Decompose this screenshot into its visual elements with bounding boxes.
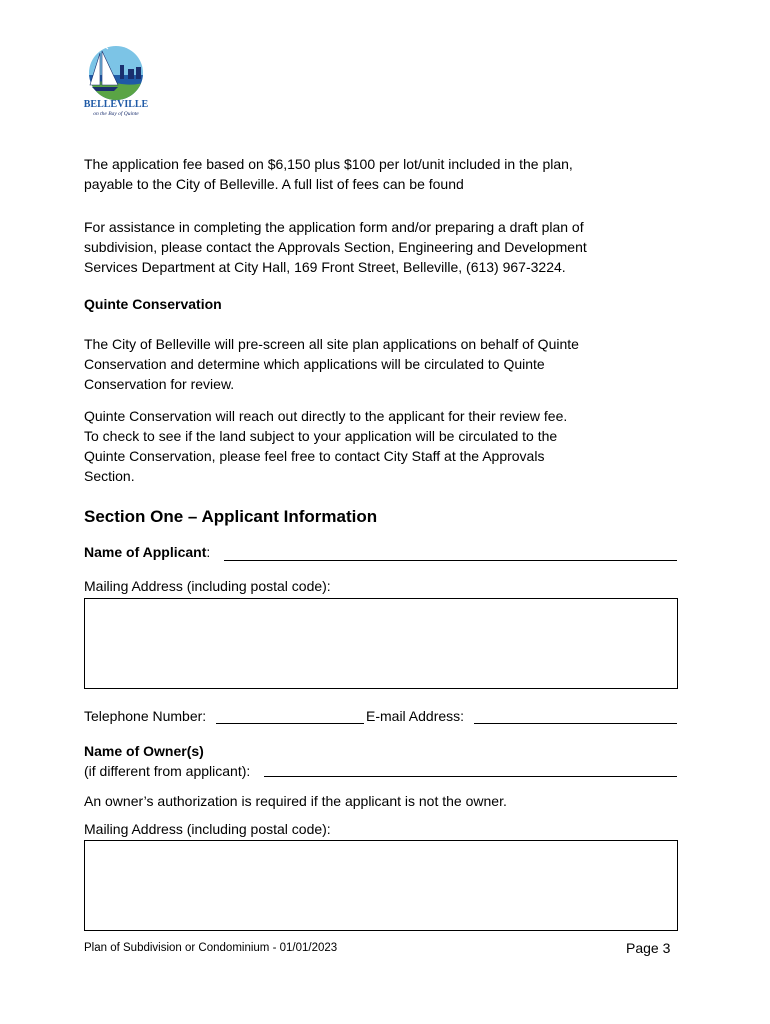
- quinte-p2-line-2: To check to see if the land subject to your application will be circulated to the: [84, 428, 558, 444]
- quinte-paragraph-2: [84, 406, 684, 486]
- quinte-p1-line-1: The City of Belleville will pre-screen all site plan applications on behalf of Quinte: [84, 336, 579, 352]
- assistance-paragraph: [84, 217, 684, 277]
- assist-line-3: Services Department at City Hall, 169 Front Street, Belleville, (613) 967-3224.: [84, 259, 566, 275]
- quinte-p1-line-2: Conservation and determine which applications will be circulated to Quinte: [84, 356, 545, 372]
- quinte-paragraph-1: [84, 334, 684, 394]
- fee-paragraph: [84, 154, 684, 194]
- quinte-p2-line-3: Quinte Conservation, please feel free to contact City Staff at the Approvals: [84, 448, 545, 464]
- section-one-title: Section One – Applicant Information: [84, 507, 378, 526]
- owner-sub-label: (if different from applicant):: [84, 763, 251, 779]
- email-label: E-mail Address:: [366, 708, 465, 724]
- belleville-logo-icon: [80, 45, 152, 117]
- assist-line-1: For assistance in completing the application form and/or preparing a draft plan of: [84, 219, 584, 235]
- city-logo: [80, 45, 152, 117]
- footer-document-title: Plan of Subdivision or Condominium - 01/01/2023: [84, 942, 338, 954]
- owner-mailing-address-field[interactable]: [84, 840, 678, 931]
- mailing-address-label: Mailing Address (including postal code):: [84, 578, 331, 594]
- applicant-name-label-wrap: [84, 543, 210, 561]
- applicant-name-label: Name of Applicant: [84, 544, 207, 560]
- telephone-field[interactable]: [216, 723, 364, 724]
- owner-authorization-note: An owner’s authorization is required if the applicant is not the owner.: [84, 793, 507, 809]
- owner-mailing-address-label: Mailing Address (including postal code):: [84, 821, 331, 837]
- quinte-p2-line-4: Section.: [84, 468, 135, 484]
- applicant-name-field[interactable]: [224, 560, 677, 561]
- quinte-p1-line-3: Conservation for review.: [84, 376, 235, 392]
- owner-name-label: Name of Owner(s): [84, 743, 204, 759]
- telephone-label: Telephone Number:: [84, 708, 207, 724]
- email-field[interactable]: [474, 723, 677, 724]
- fee-line-2: payable to the City of Belleville. A full list of fees can be found: [84, 176, 464, 192]
- quinte-p2-line-1: Quinte Conservation will reach out directly to the applicant for their review fee.: [84, 408, 568, 424]
- owner-name-field[interactable]: [264, 776, 677, 777]
- mailing-address-field[interactable]: [84, 598, 678, 689]
- page-number: Page 3: [626, 940, 671, 956]
- applicant-name-colon: :: [206, 544, 211, 560]
- logo-tagline: on the Bay of Quinte: [93, 111, 139, 117]
- assist-line-2: subdivision, please contact the Approvals Section, Engineering and Development: [84, 239, 587, 255]
- logo-text: BELLEVILLE: [83, 99, 149, 110]
- quinte-heading: Quinte Conservation: [84, 296, 222, 312]
- fee-line-1: The application fee based on $6,150 plus $100 per lot/unit included in the plan,: [84, 156, 573, 172]
